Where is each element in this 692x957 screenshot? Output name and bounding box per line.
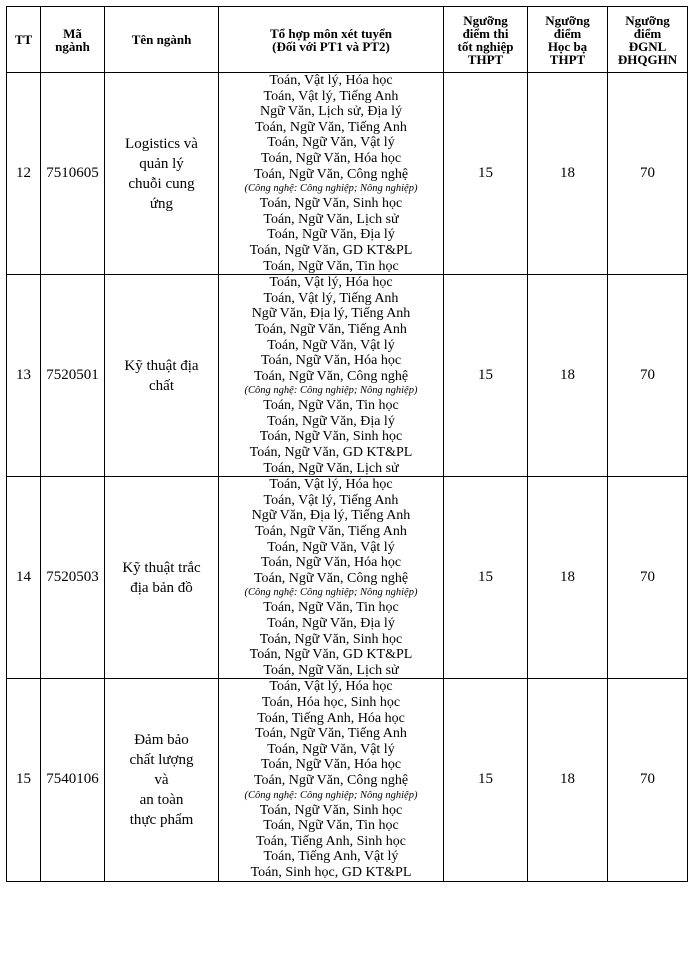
threshold-thpt: 15 (444, 275, 528, 477)
subject-combo: Toán, Vật lý, Tiếng Anh (263, 88, 399, 104)
header-line: Mã (63, 25, 82, 41)
major-name-line: Kỹ thuật trắc (122, 559, 201, 576)
header-nguong-hocba (528, 7, 608, 73)
row-number: 12 (7, 73, 41, 275)
header-line: THPT (467, 51, 504, 67)
major-name-line: quản lý (139, 155, 184, 172)
header-tt: TT (7, 7, 41, 73)
header-line: Tổ hợp môn xét tuyển (269, 25, 393, 41)
header-line: Ngưỡng (625, 12, 670, 28)
subject-combo: Toán, Ngữ Văn, Tiếng Anh (255, 524, 407, 540)
threshold-hocba: 18 (528, 679, 608, 881)
major-name-line: chất (149, 377, 174, 394)
subject-combo: Ngữ Văn, Lịch sử, Địa lý (259, 104, 403, 120)
major-name (105, 679, 219, 881)
header-line: THPT (549, 51, 586, 67)
table-row (7, 73, 688, 275)
subject-combo: Toán, Ngữ Văn, Công nghệ (253, 570, 409, 586)
major-code: 7520501 (41, 275, 105, 477)
subject-combo: Toán, Ngữ Văn, Sinh học (259, 196, 403, 212)
major-name (105, 275, 219, 477)
major-name (105, 477, 219, 679)
subject-combo: Toán, Ngữ Văn, Công nghệ (253, 368, 409, 384)
subject-combinations (219, 679, 444, 881)
major-code: 7520503 (41, 477, 105, 679)
subject-combo: Toán, Ngữ Văn, Tiếng Anh (255, 119, 407, 135)
subject-combo: Toán, Ngữ Văn, Vật lý (267, 539, 395, 555)
subject-combo: Toán, Ngữ Văn, Tin học (263, 398, 399, 414)
subject-combo: Toán, Ngữ Văn, GD KT&PL (249, 647, 413, 663)
subject-combo: Toán, Ngữ Văn, Lịch sử (263, 211, 399, 227)
threshold-thpt: 15 (444, 477, 528, 679)
header-ma-nganh (41, 7, 105, 73)
subject-combo: Toán, Ngữ Văn, Sinh học (259, 802, 403, 818)
threshold-thpt: 15 (444, 73, 528, 275)
subject-combo: Toán, Ngữ Văn, Lịch sử (263, 662, 399, 678)
header-ten-nganh: Tên ngành (105, 7, 219, 73)
subject-combo: Toán, Ngữ Văn, Hóa học (260, 150, 402, 166)
subject-combo: Toán, Ngữ Văn, Hóa học (260, 757, 402, 773)
subject-combo: Toán, Ngữ Văn, Tin học (263, 258, 399, 274)
header-line: Ngưỡng (545, 12, 590, 28)
major-name-line: địa bản đồ (130, 579, 193, 596)
major-name-line: thực phẩm (129, 811, 194, 828)
major-name (105, 73, 219, 275)
subject-combo: Toán, Ngữ Văn, Công nghệ (253, 166, 409, 182)
subject-combo: Toán, Vật lý, Hóa học (269, 275, 393, 291)
combo-note: (Công nghệ: Công nghiệp; Nông nghiệp) (244, 789, 418, 801)
threshold-dgnl: 70 (608, 275, 688, 477)
major-name-line: ứng (149, 195, 174, 212)
major-code: 7540106 (41, 679, 105, 881)
subject-combo: Toán, Ngữ Văn, Tiếng Anh (255, 321, 407, 337)
admissions-table (6, 6, 688, 882)
threshold-dgnl: 70 (608, 679, 688, 881)
subject-combinations (219, 275, 444, 477)
header-line: điểm (553, 25, 582, 41)
subject-combo: Ngữ Văn, Địa lý, Tiếng Anh (251, 306, 411, 322)
subject-combinations (219, 477, 444, 679)
header-line: (Đối với PT1 và PT2) (272, 38, 390, 54)
subject-combo: Toán, Ngữ Văn, Hóa học (260, 353, 402, 369)
table-row (7, 477, 688, 679)
header-line: điểm thi (462, 25, 509, 41)
subject-combo: Toán, Ngữ Văn, Sinh học (259, 631, 403, 647)
threshold-hocba: 18 (528, 275, 608, 477)
subject-combo: Toán, Ngữ Văn, Công nghệ (253, 772, 409, 788)
header-nguong-thpt (444, 7, 528, 73)
header-line: tốt nghiệp (457, 38, 514, 54)
subject-combo: Ngữ Văn, Địa lý, Tiếng Anh (251, 508, 411, 524)
subject-combo: Toán, Ngữ Văn, GD KT&PL (249, 242, 413, 258)
subject-combo: Toán, Ngữ Văn, Hóa học (260, 555, 402, 571)
subject-combo: Toán, Vật lý, Hóa học (269, 679, 393, 695)
subject-combo: Toán, Vật lý, Tiếng Anh (263, 290, 399, 306)
major-code: 7510605 (41, 73, 105, 275)
subject-combo: Toán, Ngữ Văn, Địa lý (267, 616, 395, 631)
subject-combo: Toán, Ngữ Văn, Lịch sử (263, 460, 399, 476)
header-line: Ngưỡng (463, 12, 508, 28)
threshold-thpt: 15 (444, 679, 528, 881)
subject-combo: Toán, Hóa học, Sinh học (261, 694, 401, 710)
threshold-dgnl: 70 (608, 73, 688, 275)
major-name-line: chuỗi cung (128, 175, 195, 192)
header-line: ĐHQGHN (617, 51, 678, 67)
row-number: 14 (7, 477, 41, 679)
subject-combo: Toán, Ngữ Văn, Vật lý (267, 337, 395, 353)
threshold-hocba: 18 (528, 477, 608, 679)
row-number: 13 (7, 275, 41, 477)
subject-combo: Toán, Vật lý, Hóa học (269, 73, 393, 88)
major-name-line: Logistics và (125, 135, 198, 152)
subject-combo: Toán, Tiếng Anh, Vật lý (263, 849, 399, 865)
subject-combo: Toán, Ngữ Văn, Tin học (263, 600, 399, 616)
major-name-line: an toàn (139, 791, 184, 808)
header-to-hop (219, 7, 444, 73)
header-line: điểm (633, 25, 662, 41)
subject-combo: Toán, Vật lý, Tiếng Anh (263, 492, 399, 508)
table-row (7, 679, 688, 881)
subject-combo: Toán, Ngữ Văn, Vật lý (267, 135, 395, 151)
threshold-hocba: 18 (528, 73, 608, 275)
subject-combo: Toán, Ngữ Văn, Địa lý (267, 413, 395, 429)
subject-combo: Toán, Ngữ Văn, Vật lý (267, 741, 395, 757)
subject-combo: Toán, Tiếng Anh, Sinh học (256, 833, 406, 849)
subject-combinations (219, 73, 444, 275)
subject-combo: Toán, Ngữ Văn, Tiếng Anh (255, 726, 407, 742)
major-name-line: chất lượng (129, 751, 194, 768)
table-body (7, 73, 688, 882)
combo-note: (Công nghệ: Công nghiệp; Nông nghiệp) (244, 587, 418, 599)
table-row (7, 275, 688, 477)
subject-combo: Toán, Ngữ Văn, GD KT&PL (249, 445, 413, 461)
row-number: 15 (7, 679, 41, 881)
subject-combo: Toán, Vật lý, Hóa học (269, 477, 393, 493)
header-line: Học bạ (547, 38, 588, 54)
combo-note: (Công nghệ: Công nghiệp; Nông nghiệp) (244, 385, 418, 397)
major-name-line: Đảm bảo (134, 731, 189, 748)
subject-combo: Toán, Tiếng Anh, Hóa học (257, 710, 405, 726)
subject-combo: Toán, Ngữ Văn, Địa lý (267, 227, 395, 243)
subject-combo: Toán, Ngữ Văn, Sinh học (259, 429, 403, 445)
threshold-dgnl: 70 (608, 477, 688, 679)
major-name-line: Kỹ thuật địa (124, 357, 199, 374)
subject-combo: Toán, Sinh học, GD KT&PL (250, 864, 412, 880)
header-row (7, 7, 688, 73)
combo-note: (Công nghệ: Công nghiệp; Nông nghiệp) (244, 183, 418, 195)
header-nguong-dgnl (608, 7, 688, 73)
header-line: ngành (55, 38, 90, 54)
major-name-line: và (154, 771, 169, 788)
header-line: ĐGNL (628, 38, 667, 54)
subject-combo: Toán, Ngữ Văn, Tin học (263, 818, 399, 834)
